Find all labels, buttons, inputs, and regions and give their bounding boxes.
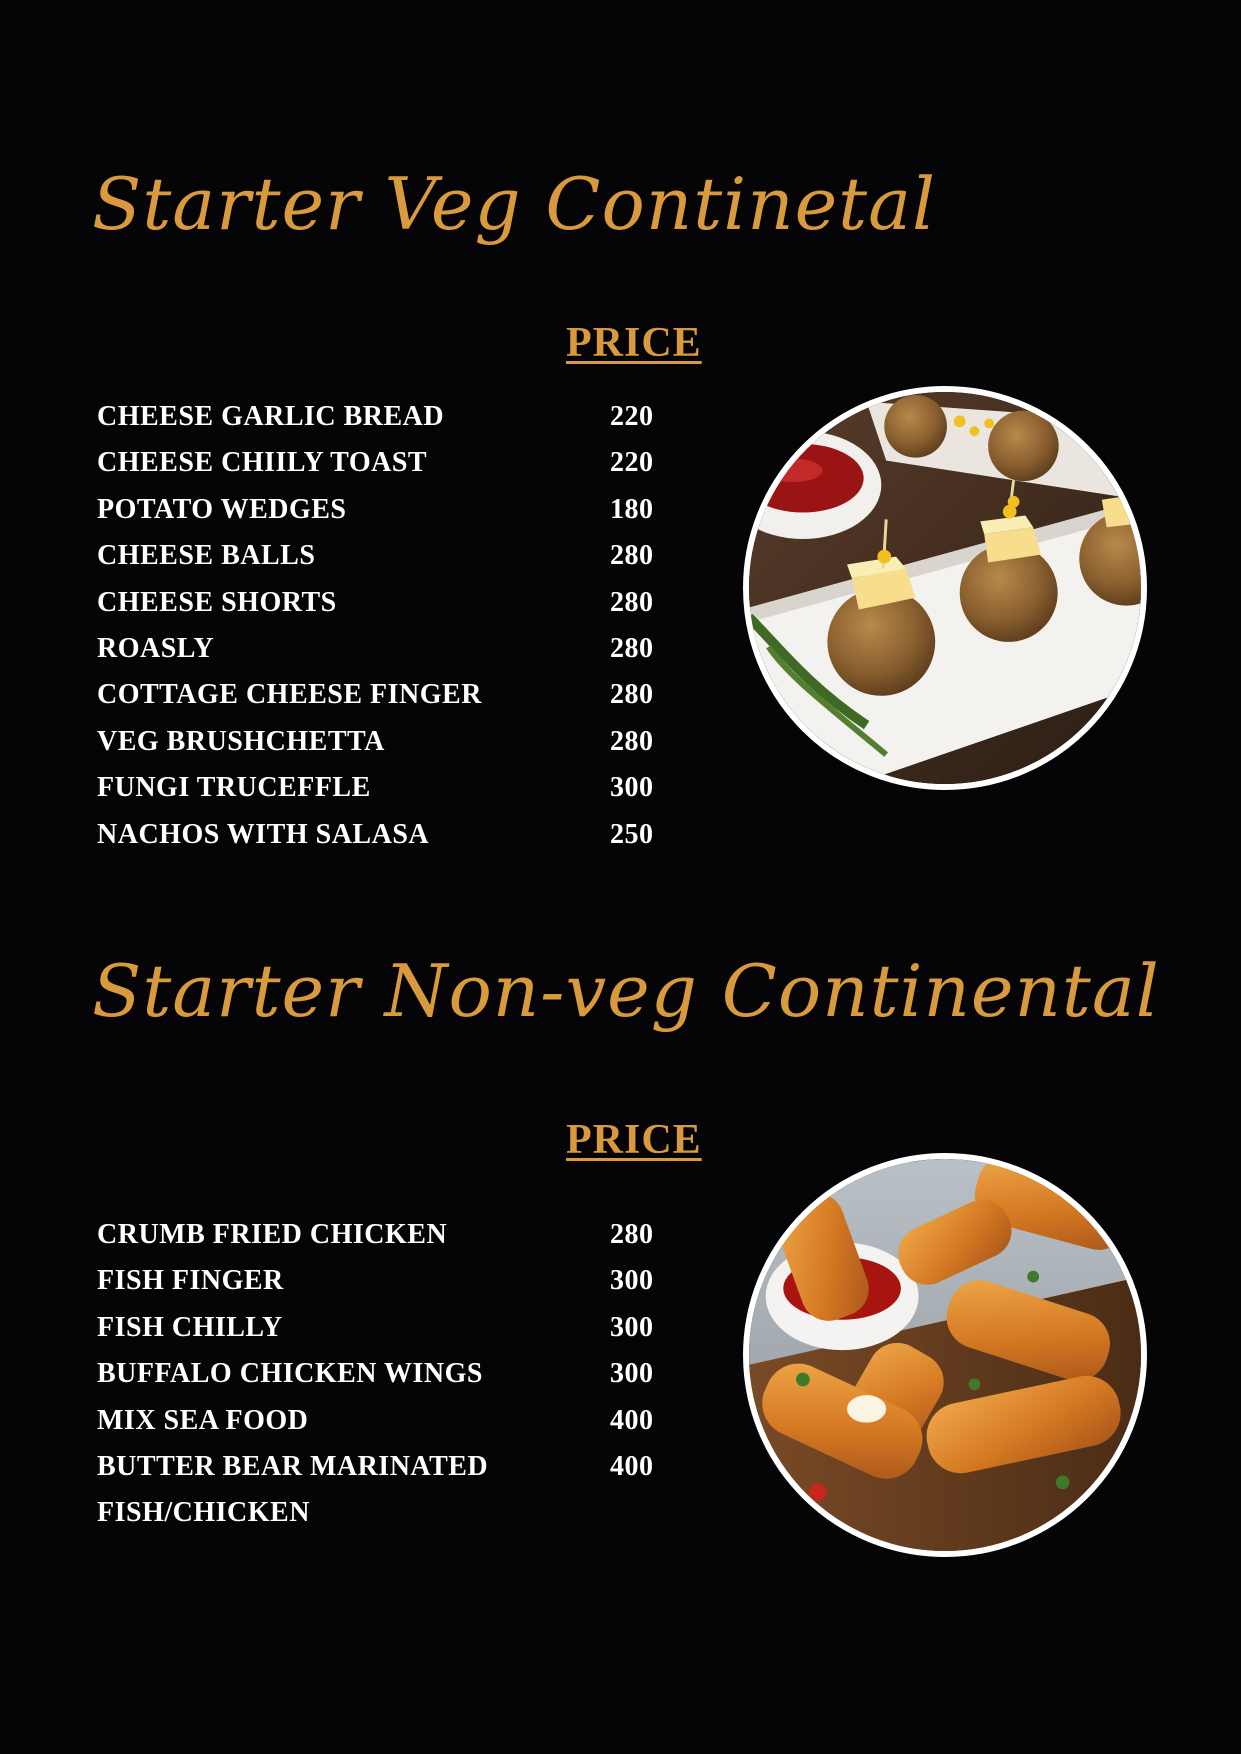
item-name: FUNGI TRUCEFFLE xyxy=(97,772,371,804)
item-name: BUFFALO CHICKEN WINGS xyxy=(97,1358,483,1390)
item-name: MIX SEA FOOD xyxy=(97,1404,309,1436)
item-price: 300 xyxy=(610,1311,654,1343)
item-price: 300 xyxy=(610,1358,654,1390)
nonveg-section-title: Starter Non-veg Continental xyxy=(92,949,1160,1033)
menu-item xyxy=(97,1258,677,1304)
item-price: 400 xyxy=(610,1450,654,1482)
item-name: FISH/CHICKEN xyxy=(97,1497,310,1529)
menu-item xyxy=(97,1305,677,1351)
item-price: 300 xyxy=(610,772,654,804)
item-price: 280 xyxy=(610,1219,654,1250)
item-name: POTATO WEDGES xyxy=(97,493,347,525)
veg-section-title: Starter Veg Continetal xyxy=(92,162,937,246)
fried-chicken-illustration xyxy=(749,1159,1141,1551)
nonveg-price-header: PRICE xyxy=(566,1117,702,1163)
item-name: VEG BRUSHCHETTA xyxy=(97,725,385,757)
nonveg-menu-list xyxy=(97,1212,677,1537)
menu-item xyxy=(97,719,677,765)
item-name: CHEESE CHIILY TOAST xyxy=(97,447,428,479)
menu-item xyxy=(97,1398,677,1444)
item-name: FISH FINGER xyxy=(97,1265,284,1297)
menu-item xyxy=(97,533,677,579)
item-name: CHEESE SHORTS xyxy=(97,586,337,618)
menu-item xyxy=(97,1490,677,1536)
menu-item xyxy=(97,765,677,811)
item-price: 280 xyxy=(610,632,654,664)
item-price: 300 xyxy=(610,1265,654,1297)
item-price: 280 xyxy=(610,586,654,618)
cheese-balls-illustration xyxy=(749,392,1141,784)
menu-item xyxy=(97,440,677,486)
item-price: 280 xyxy=(610,540,654,572)
fried-chicken-photo xyxy=(743,1153,1147,1557)
item-price: 220 xyxy=(610,401,654,432)
veg-price-header: PRICE xyxy=(566,320,702,366)
cheese-balls-photo xyxy=(743,386,1147,790)
item-name: ROASLY xyxy=(97,632,215,664)
item-price: 280 xyxy=(610,725,654,757)
item-name: CHEESE GARLIC BREAD xyxy=(97,401,445,432)
item-price: 180 xyxy=(610,493,654,525)
item-name: CRUMB FRIED CHICKEN xyxy=(97,1219,448,1250)
menu-item xyxy=(97,672,677,718)
item-name: CHEESE BALLS xyxy=(97,540,316,572)
menu-item xyxy=(97,1444,677,1490)
menu-item xyxy=(97,626,677,672)
menu-item xyxy=(97,487,677,533)
item-price: 400 xyxy=(610,1404,654,1436)
menu-item xyxy=(97,394,677,440)
item-price: 220 xyxy=(610,447,654,479)
menu-item xyxy=(97,812,677,858)
menu-item xyxy=(97,1351,677,1397)
item-name: BUTTER BEAR MARINATED xyxy=(97,1450,489,1482)
menu-item xyxy=(97,580,677,626)
veg-menu-list xyxy=(97,394,677,858)
item-name: NACHOS WITH SALASA xyxy=(97,818,430,850)
item-price: 280 xyxy=(610,679,654,711)
menu-item xyxy=(97,1212,677,1258)
item-name: COTTAGE CHEESE FINGER xyxy=(97,679,482,711)
item-price: 250 xyxy=(610,818,654,850)
item-name: FISH CHILLY xyxy=(97,1311,283,1343)
